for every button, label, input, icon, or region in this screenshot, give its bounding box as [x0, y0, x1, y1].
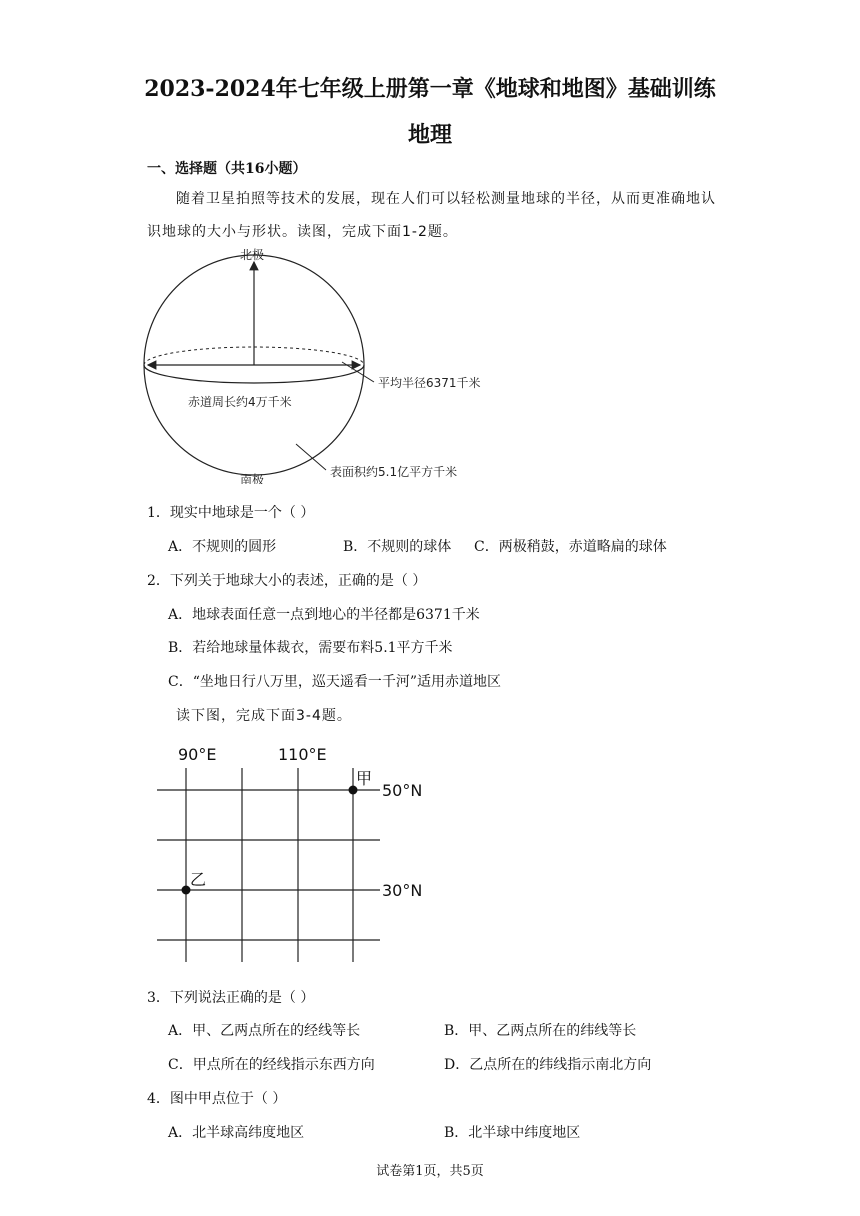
- south-pole-label: 南极: [240, 473, 265, 484]
- equator-front: [144, 365, 364, 383]
- question-3-option-d[interactable]: D．乙点所在的纬线指示南北方向: [444, 1057, 652, 1073]
- question-3-option-a[interactable]: A．甲、乙两点所在的经线等长: [168, 1023, 361, 1039]
- question-1-option-c[interactable]: C．两极稍鼓，赤道略扁的球体: [474, 539, 667, 555]
- equator-label: 赤道周长约4万千米: [188, 395, 292, 409]
- question-4-stem: 4．图中甲点位于（ ）: [147, 1091, 287, 1107]
- question-3-option-c[interactable]: C．甲点所在的经线指示东西方向: [168, 1057, 375, 1073]
- question-4-option-a[interactable]: A．北半球高纬度地区: [168, 1125, 305, 1141]
- question-2-option-a[interactable]: A．地球表面任意一点到地心的半径都是6371千米: [168, 607, 480, 623]
- latlon-grid-diagram: [150, 740, 440, 965]
- point-yi-label: 乙: [190, 870, 207, 889]
- point-jia-label: 甲: [356, 769, 373, 788]
- page-subtitle: 地理: [407, 122, 452, 148]
- section-heading: 一、选择题（共16小题）: [147, 161, 307, 177]
- radius-label: 平均半径6371千米: [378, 376, 481, 390]
- north-pole-label: 北极: [240, 248, 265, 262]
- intro-text-line: 随着卫星拍照等技术的发展，现在人们可以轻松测量地球的半径，从而更准确地认: [176, 191, 716, 207]
- question-1-option-a[interactable]: A．不规则的圆形: [168, 539, 277, 555]
- question-2-stem: 2．下列关于地球大小的表述，正确的是（ ）: [147, 573, 427, 589]
- intro-text-2: 读下图，完成下面3-4题。: [176, 708, 352, 724]
- globe-diagram: [130, 242, 510, 484]
- latitude-label-30n: 30°N: [382, 881, 423, 900]
- question-4-option-b[interactable]: B．北半球中纬度地区: [444, 1125, 581, 1141]
- intro-text-line: 识地球的大小与形状。读图，完成下面1-2题。: [147, 224, 458, 240]
- question-3-stem: 3．下列说法正确的是（ ）: [147, 990, 315, 1006]
- question-2-option-b[interactable]: B．若给地球量体裁衣，需要布料5.1平方千米: [168, 640, 453, 656]
- longitude-label-90e: 90°E: [178, 745, 217, 764]
- area-label: 表面积约5.1亿平方千米: [330, 465, 458, 479]
- longitude-label-110e: 110°E: [278, 745, 327, 764]
- question-1-option-b[interactable]: B．不规则的球体: [343, 539, 452, 555]
- question-2-option-c[interactable]: C．“坐地日行八万里，巡天遥看一千河”适用赤道地区: [168, 674, 502, 690]
- question-1-stem: 1．现实中地球是一个（ ）: [147, 505, 315, 521]
- page-title: 2023-2024年七年级上册第一章《地球和地图》基础训练: [144, 76, 716, 102]
- area-leader-line: [296, 444, 326, 470]
- question-3-option-b[interactable]: B．甲、乙两点所在的纬线等长: [444, 1023, 637, 1039]
- page-footer: 试卷第1页，共5页: [376, 1164, 484, 1179]
- latitude-label-50n: 50°N: [382, 781, 423, 800]
